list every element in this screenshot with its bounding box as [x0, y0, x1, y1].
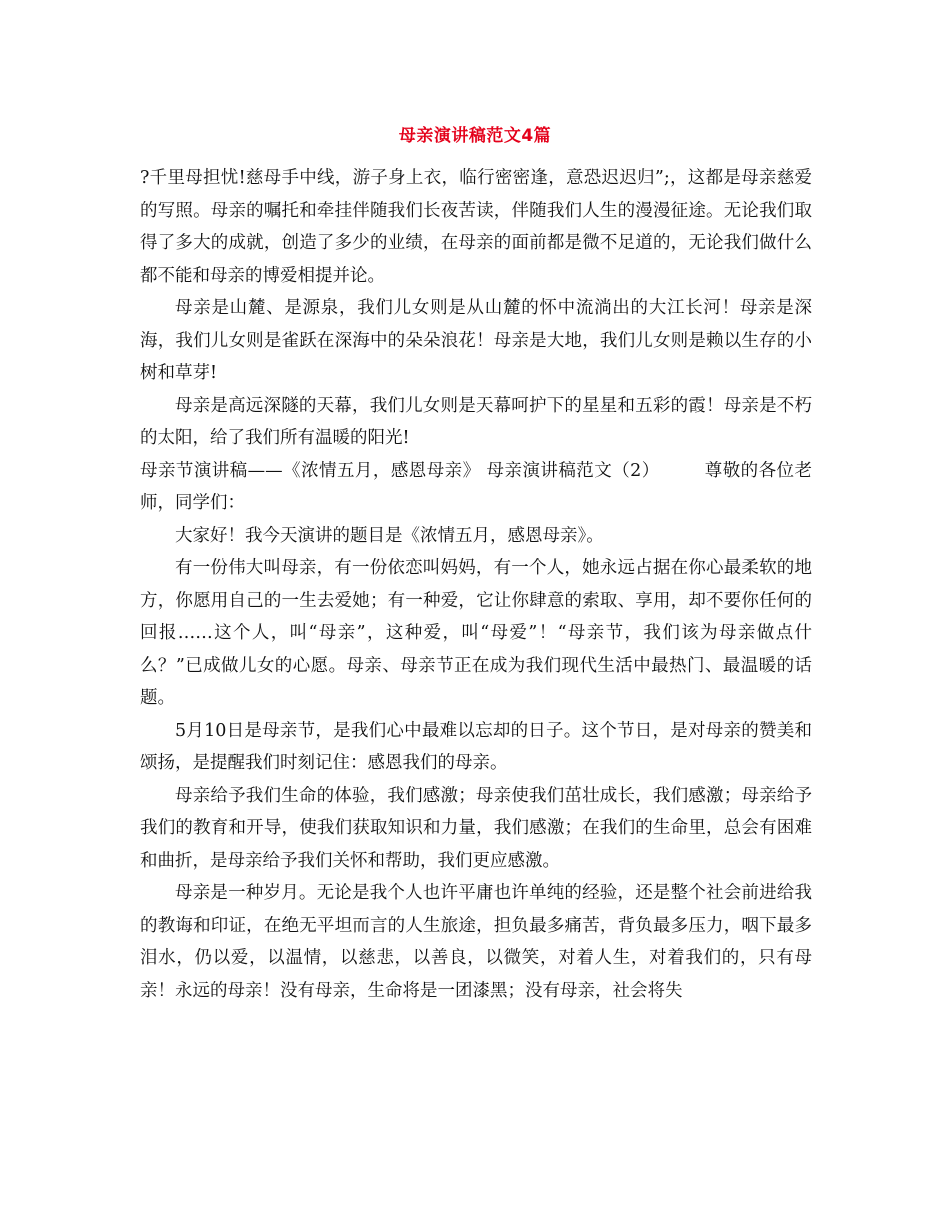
paragraph: 大家好！我今天演讲的题目是《浓情五月，感恩母亲》。: [175, 525, 604, 546]
document-title: 母亲演讲稿范文4篇: [398, 126, 552, 146]
paragraph: 5月10日是母亲节，是我们心中最难以忘却的日子。这个节日，是对母亲的赞美和颂扬，是提醒我们时刻记住：感恩我们的母亲。: [140, 720, 812, 773]
paragraph: 母亲是一种岁月。无论是我个人也许平庸也许单纯的经验，还是整个社会前进给我的教诲和印证，在绝无平坦而言的人生旅途，担负最多痛苦，背负最多压力，咽下最多泪水，仍以爱，以温情，以慈悲，以善良，以微笑，对着人生，对着我们的，只有母亲！永远的母亲！没有母亲，生命将是一团漆黑；没有母亲，社会将失: [140, 883, 812, 1001]
paragraph: 母亲是高远深隧的天幕，我们儿女则是天幕呵护下的星星和五彩的霞！母亲是不朽的太阳，给了我们所有温暖的阳光!: [140, 395, 812, 448]
paragraph: 母亲是山麓、是源泉，我们儿女则是从山麓的怀中流淌出的大江长河！母亲是深海，我们儿女则是雀跃在深海中的朵朵浪花！母亲是大地，我们儿女则是赖以生存的小树和草芽!: [140, 298, 812, 383]
paragraph: ?千里母担忧!慈母手中线，游子身上衣，临行密密逢，意恐迟迟归”;，这都是母亲慈爱的写照。母亲的嘱托和牵挂伴随我们长夜苦读，伴随我们人生的漫漫征途。无论我们取得了多大的成就，创造了多少的业绩，在母亲的面前都是微不足道的，无论我们做什么都不能和母亲的博爱相提并论。: [140, 168, 812, 286]
paragraph: 母亲节演讲稿——《浓情五月，感恩母亲》 母亲演讲稿范文（2） 尊敬的各位老师，同学们：: [140, 460, 812, 513]
document-body: [140, 162, 812, 1007]
paragraph: 有一份伟大叫母亲，有一份依恋叫妈妈，有一个人，她永远占据在你心最柔软的地方，你愿用自己的一生去爱她；有一种爱，它让你肆意的索取、享用，却不要你任何的回报……这个人，叫“母亲”，这种爱，叫“母爱”！“母亲节，我们该为母亲做点什么？”已成做儿女的心愿。母亲、母亲节正在成为我们现代生活中最热门、最温暖的话题。: [140, 558, 812, 708]
paragraph: 母亲给予我们生命的体验，我们感激；母亲使我们茁壮成长，我们感激；母亲给予我们的教育和开导，使我们获取知识和力量，我们感激；在我们的生命里，总会有困难和曲折，是母亲给予我们关怀和帮助，我们更应感激。: [140, 785, 812, 871]
